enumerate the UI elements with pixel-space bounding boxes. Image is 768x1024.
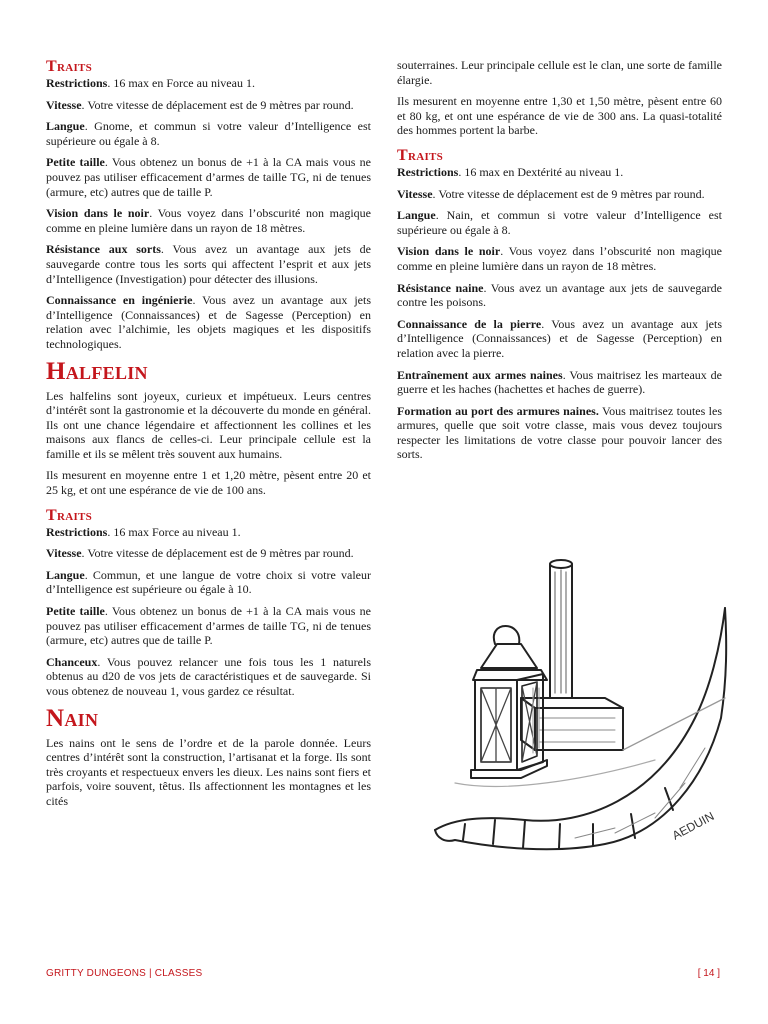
illustration-signature: AEDUIN (669, 809, 717, 843)
trait-restrictions: Restrictions. 16 max en Dextérité au niveau 1. (397, 164, 624, 179)
nain-traits-heading: Traits (397, 146, 444, 164)
nain-intro-continued: souterraines. Leur principale cellule est le clan, une sorte de famille élargie. (397, 58, 722, 87)
trait-connaissance-pierre: Connaissance de la pierre. Vous avez un avantage aux jets d’Intelligence (Connaissances) et de Sagesse (Perception) en relation avec la pierre. (397, 316, 722, 360)
trait-langue: Langue. Commun, et une langue de votre choix si votre valeur d’Intelligence est supérieure ou égale à 10. (46, 567, 371, 597)
trait-formation-armures: Formation au port des armures naines. Vous maitrisez toutes les armures, quelle que soit votre classe, mais vous devez toujours respecter les limitations de votre classe pour pouvoir lancer des sorts. (397, 403, 723, 462)
halfelin-intro: Les halfelins sont joyeux, curieux et impétueux. Leurs centres d’intérêt sont la gastronomie et la découverte du monde en général. Ils ont une chance légendaire et affectionnent les collines et les maisons aux flancs de celles-ci. Leur principale cellule est la famille et ils se mêlent très souvent aux humains. (46, 388, 371, 461)
nain-intro: Les nains ont le sens de l’ordre et de la parole donnée. Leurs centres d’intérêt sont la construction, l’artisanat et la forge. Ils sont très croyants et respectueux envers les dieux. Les nains sont fiers et parfois, voire souvent, têtus. Ils affectionnent les montagnes et les cités (46, 735, 371, 808)
trait-entrainement-armes: Entraînement aux armes naines. Vous maitrisez les marteaux de guerre et les haches (hachettes et haches de guerre). (397, 367, 723, 397)
gnome-traits-heading: Traits (46, 58, 93, 75)
trait-resistance-naine: Résistance naine. Vous avez un avantage aux jets de sauvegarde contre les poisons. (397, 280, 722, 310)
trait-petite-taille: Petite taille. Vous obtenez un bonus de +1 à la CA mais vous ne pouvez pas utiliser efficacement d’armes de taille TG, ni de tenues (armure, etc) autres que de taille P. (46, 604, 371, 648)
trait-vision-noir: Vision dans le noir. Vous voyez dans l’obscurité non magique comme en pleine lumière dans un rayon de 18 mètres. (46, 206, 372, 235)
left-column (46, 58, 371, 816)
dwarf-items-illustration (425, 548, 735, 868)
trait-vitesse: Vitesse. Votre vitesse de déplacement est de 9 mètres par round. (46, 546, 354, 561)
page-number: [ 14 ] (697, 968, 720, 979)
nain-title: Nain (46, 704, 99, 732)
trait-langue: Langue. Gnome, et commun si votre valeur d’Intelligence est supérieure ou égale à 8. (46, 119, 371, 148)
halfelin-size: Ils mesurent en moyenne entre 1 et 1,20 mètre, pèsent entre 20 et 25 kg, et ont une espérance de vie de 100 ans. (46, 468, 371, 498)
trait-resistance-sorts: Résistance aux sorts. Vous avez un avantage aux jets de sauvegarde contre tous les sorts qui affectent l’esprit et aux jets d’Intelligence (Investigation) pour détecter des illusions. (46, 242, 371, 286)
trait-restrictions: Restrictions. 16 max en Force au niveau 1. (46, 76, 255, 90)
trait-vitesse: Vitesse. Votre vitesse de déplacement est de 9 mètres par round. (397, 186, 705, 201)
right-column (397, 58, 722, 469)
trait-restrictions: Restrictions. 16 max Force au niveau 1. (46, 524, 241, 539)
trait-vitesse: Vitesse. Votre vitesse de déplacement est de 9 mètres par round. (46, 97, 354, 112)
trait-chanceux: Chanceux. Vous pouvez relancer une fois tous les 1 naturels obtenus au d20 de vos jets de caractéristiques et de sauvegarde. Si vous obtenez de nouveau 1, vous gardez ce résultat. (46, 654, 371, 698)
trait-petite-taille: Petite taille. Vous obtenez un bonus de +1 à la CA mais vous ne pouvez pas utiliser efficacement d’armes de taille TG, ni de tenues (armure, etc) autres que de taille P. (46, 155, 371, 199)
trait-langue: Langue. Nain, et commun si votre valeur d’Intelligence est supérieure ou égale à 8. (397, 208, 722, 237)
trait-vision-noir: Vision dans le noir. Vous voyez dans l’obscurité non magique comme en pleine lumière dans un rayon de 18 mètres. (397, 244, 723, 273)
nain-size: Ils mesurent en moyenne entre 1,30 et 1,50 mètre, pèsent entre 60 et 80 kg, et ont une espérance de vie de 300 ans. La quasi-totalité des hommes portent la barbe. (397, 94, 722, 138)
trait-connaissance-ingenierie: Connaissance en ingénierie. Vous avez un avantage aux jets d’Intelligence (Connaissances) et de Sagesse (Perception) en relation avec l’alchimie, les objets magiques et les dispositifs technologiques. (46, 293, 371, 351)
halfelin-traits-heading: Traits (46, 506, 93, 524)
halfelin-title: Halfelin (46, 357, 148, 385)
footer-title: GRITTY DUNGEONS | CLASSES (46, 968, 203, 979)
